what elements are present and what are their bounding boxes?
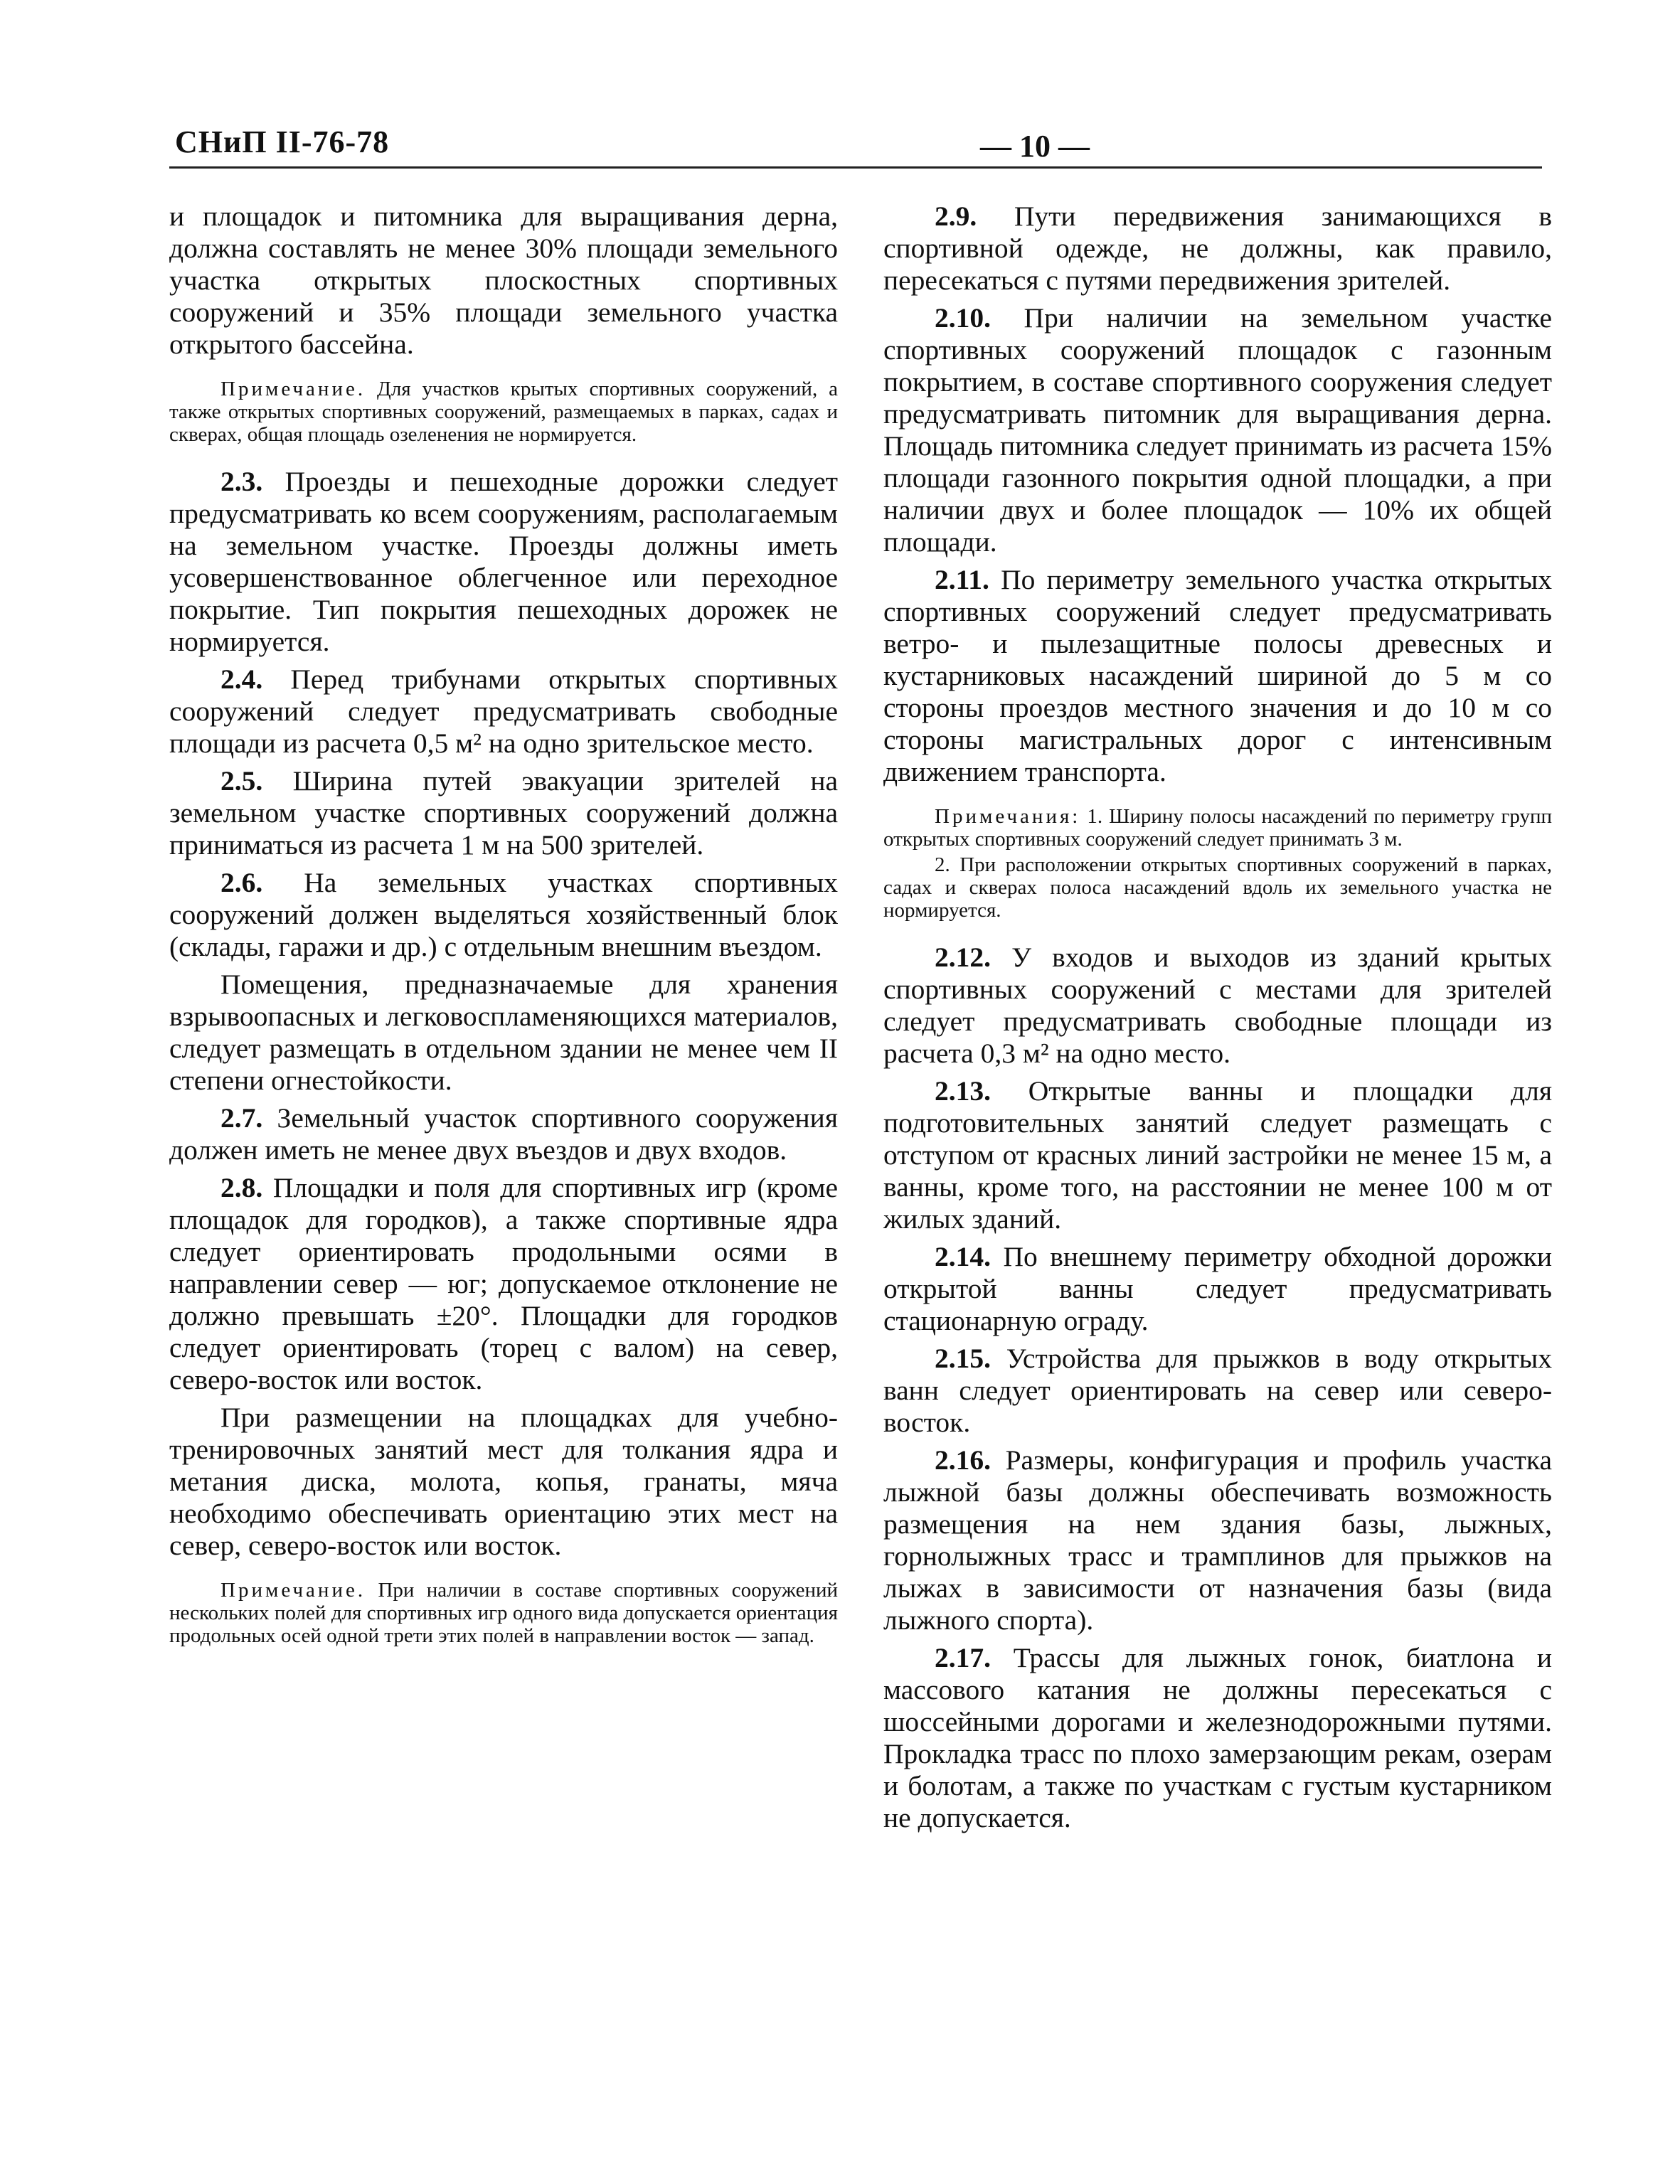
section-text: Трассы для лыжных гонок, биатлона и массового катания не должны пересекаться с шоссейными дорогами и железнодорожными путями. Прокладка трасс по плохо замерзающим рекам, озерам и болотам, а также по участкам с густым кустарником не допускается. <box>883 1642 1553 1833</box>
section-text: По внешнему периметру обходной дорожки открытой ванны следует предусматривать стационарную ограду. <box>883 1241 1552 1336</box>
section-text: Перед трибунами открытых спортивных сооружений следует предусматривать свободные площади из расчета 0,5 м² на одно зрительское место. <box>169 664 839 759</box>
note-text: Для участков крытых спортивных сооружений, а также открытых спортивных сооружений, размещаемых в парках, садах и скверах, общая площадь озеленения не нормируется. <box>169 378 838 446</box>
section-2-3 <box>169 466 838 658</box>
section-number: 2.3. <box>220 466 263 497</box>
note-1 <box>169 378 838 446</box>
section-2-17 <box>883 1642 1552 1834</box>
note-3-item-2: 2. При расположении открытых спортивных сооружений в парках, садах и скверах полоса насаждений вдоль их земельного участка не нормируется. <box>883 853 1552 922</box>
section-number: 2.15. <box>935 1343 991 1374</box>
section-2-11 <box>883 564 1552 788</box>
note-3 <box>883 805 1552 851</box>
section-text: У входов и выходов из зданий крытых спортивных сооружений с местами для зрителей следует предусматривать свободные площади из расчета 0,3 м² на одно место. <box>883 942 1552 1069</box>
section-2-15 <box>883 1343 1552 1439</box>
section-2-12 <box>883 942 1552 1070</box>
note-2 <box>169 1579 838 1647</box>
note-item-1: 1. Ширину полосы насаждений по периметру групп открытых спортивных сооружений следует принимать 3 м. <box>883 805 1553 851</box>
section-2-4 <box>169 664 838 760</box>
section-2-7 <box>169 1102 838 1166</box>
section-2-8-continued: При размещении на площадках для учебно-тренировочных занятий мест для толкания ядра и метания диска, молота, копья, гранаты, мяча необходимо обеспечивать ориентацию этих мест на север, северо-восток или восток. <box>169 1402 838 1561</box>
section-number: 2.6. <box>220 867 263 898</box>
section-2-13 <box>883 1075 1552 1235</box>
section-text: Площадки и поля для спортивных игр (кроме площадок для городков), а также спортивные ядра следует ориентировать продольными осями в направлении север — юг; допускаемое отклонение не должно превышать ±20°. Площадки для городков следует ориентировать (торец с валом) на север, северо-восток или восток. <box>169 1172 838 1395</box>
left-column <box>169 201 838 1667</box>
section-2-16 <box>883 1444 1552 1636</box>
section-text: При наличии на земельном участке спортивных сооружений площадок с газонным покрытием, в составе спортивного сооружения следует предусматривать питомник для выращивания дерна. Площадь питомника следует принимать из расчета 15% площади газонного покрытия одной площадки, а при наличии двух и более площадок — 10% их общей площади. <box>883 302 1552 558</box>
section-number: 2.13. <box>935 1075 991 1107</box>
section-2-14 <box>883 1241 1552 1337</box>
section-number: 2.12. <box>935 942 991 973</box>
note-text: При наличии в составе спортивных сооружений нескольких полей для спортивных игр одного вида допускается ориентация продольных осей одной трети этих полей в направлении восток — запад. <box>169 1579 839 1647</box>
right-column <box>883 201 1552 1834</box>
section-number: 2.4. <box>220 664 263 695</box>
paragraph-continuation: и площадок и питомника для выращивания дерна, должна составлять не менее 30% площади земельного участка открытых плоскостных спортивных сооружений и 35% площади земельного участка открытого бассейна. <box>169 201 838 360</box>
section-text: Ширина путей эвакуации зрителей на земельном участке спортивных сооружений должна приниматься из расчета 1 м на 500 зрителей. <box>169 765 838 861</box>
section-text: Земельный участок спортивного сооружения должен иметь не менее двух въездов и двух входов. <box>169 1102 838 1166</box>
section-number: 2.5. <box>220 765 263 797</box>
section-2-10 <box>883 302 1552 558</box>
section-2-6 <box>169 867 838 963</box>
section-text: Пути передвижения занимающихся в спортивной одежде, не должны, как правило, пересекаться с путями передвижения зрителей. <box>883 201 1552 296</box>
document-code: СНиП II-76-78 <box>175 124 390 159</box>
section-text: Проезды и пешеходные дорожки следует предусматривать ко всем сооружениям, располагаемым на земельном участке. Проезды должны иметь усовершенствованное облегченное или переходное покрытие. Тип покрытия пешеходных дорожек не нормируется. <box>169 466 838 657</box>
note-label: Примечание. <box>220 1579 366 1602</box>
note-label: Примечания: <box>935 805 1081 828</box>
section-number: 2.14. <box>935 1241 991 1272</box>
section-number: 2.11. <box>935 564 989 595</box>
section-number: 2.17. <box>935 1642 991 1673</box>
page-header <box>169 119 1542 169</box>
section-2-5 <box>169 765 838 861</box>
section-text: Размеры, конфигурация и профиль участка лыжной базы должны обеспечивать возможность размещения на нем здания базы, лыжных, горнолыжных трасс и трамплинов для прыжков на лыжах в зависимости от назначения базы (вида лыжного спорта). <box>883 1444 1552 1636</box>
section-2-6-continued: Помещения, предназначаемые для хранения взрывоопасных и легковоспламеняющихся материалов, следует размещать в отдельном здании не менее чем II степени огнестойкости. <box>169 969 838 1096</box>
note-label: Примечание. <box>220 378 366 400</box>
section-number: 2.8. <box>220 1172 263 1203</box>
section-number: 2.7. <box>220 1102 263 1134</box>
section-number: 2.10. <box>935 302 991 334</box>
section-number: 2.16. <box>935 1444 991 1476</box>
section-2-8 <box>169 1172 838 1396</box>
section-number: 2.9. <box>935 201 977 232</box>
section-2-9 <box>883 201 1552 297</box>
header-rule <box>169 166 1542 169</box>
section-text: На земельных участках спортивных сооружений должен выделяться хозяйственный блок (склады, гаражи и др.) с отдельным внешним въездом. <box>169 867 838 962</box>
section-text: Устройства для прыжков в воду открытых ванн следует ориентировать на север или северо-восток. <box>883 1343 1552 1438</box>
section-text: Открытые ванны и площадки для подготовительных занятий следует размещать с отступом от красных линий застройки не менее 15 м, а ванны, кроме того, на расстоянии не менее 100 м от жилых зданий. <box>883 1075 1552 1235</box>
section-text: По периметру земельного участка открытых спортивных сооружений следует предусматривать ветро- и пылезащитные полосы древесных и кустарниковых насаждений шириной до 5 м со стороны проездов местного значения и до 10 м со стороны магистральных дорог с интенсивным движением транспорта. <box>883 564 1552 787</box>
page-number: — 10 — <box>980 129 1090 164</box>
